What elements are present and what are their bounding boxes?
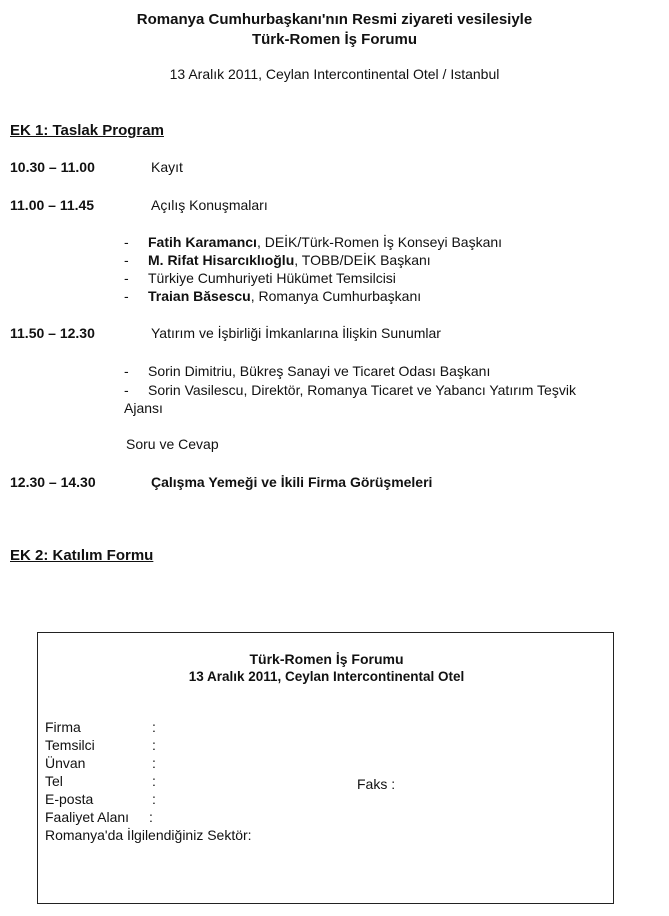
field-colon: : [152, 737, 156, 753]
speaker-role: , DEİK/Türk-Romen İş Konseyi Başkanı [256, 234, 503, 250]
ek2-title: EK 2: Katılım Formu [10, 547, 154, 564]
slot-time: 10.30 – 11.00 [10, 159, 95, 175]
field-label-temsilci: Temsilci [45, 737, 95, 753]
speaker-name: Fatih Karamancı [148, 234, 257, 250]
speaker-item: - M. Rifat Hisarcıklıoğlu, TOBB/DEİK Başkanı [124, 252, 431, 268]
qa-label: Soru ve Cevap [126, 436, 219, 452]
form-title: Türk-Romen İş Forumu [249, 651, 404, 667]
slot-time: 11.50 – 12.30 [10, 325, 95, 341]
speaker-item: - Fatih Karamancı, DEİK/Türk-Romen İş Konseyi Başkanı [124, 234, 503, 250]
field-label-faaliyet: Faaliyet Alanı [45, 809, 130, 825]
presenter-continuation: Ajansı [124, 400, 163, 416]
presenter-text: Sorin Dimitriu, Bükreş Sanayi ve Ticaret Odası Başkanı [148, 363, 491, 379]
field-colon: : [152, 719, 156, 735]
header-date-venue: 13 Aralık 2011, Ceylan Intercontinental Otel / Istanbul [169, 66, 500, 82]
field-label-tel: Tel [45, 773, 63, 789]
speaker-role: , TOBB/DEİK Başkanı [294, 252, 431, 268]
speaker-role: Türkiye Cumhuriyeti Hükümet Temsilcisi [148, 270, 396, 286]
presenter-text: Sorin Vasilescu, Direktör, Romanya Ticaret ve Yabancı Yatırım Teşvik [148, 382, 576, 398]
form-subtitle: 13 Aralık 2011, Ceylan Intercontinental Otel [188, 669, 465, 684]
header-line-1: Romanya Cumhurbaşkanı'nın Resmi ziyareti vesilesiyle [136, 11, 533, 28]
field-colon: : [149, 809, 153, 825]
slot-time: 11.00 – 11.45 [10, 197, 95, 213]
speaker-name: Traian Băsescu [148, 288, 251, 304]
presenter-item: - Sorin Dimitriu, Bükreş Sanayi ve Ticaret Odası Başkanı [124, 363, 491, 379]
field-colon: : [152, 791, 156, 807]
field-label-faks: Faks : [357, 776, 396, 792]
slot-title: Çalışma Yemeği ve İkili Firma Görüşmeleri [151, 474, 433, 490]
field-colon: : [152, 755, 156, 771]
registration-form [37, 632, 614, 904]
slot-title: Yatırım ve İşbirliği İmkanlarına İlişkin Sunumlar [151, 325, 441, 341]
field-label-unvan: Ünvan [45, 755, 86, 771]
header-line-2: Türk-Romen İş Forumu [251, 31, 417, 48]
field-colon: : [152, 773, 156, 789]
speaker-name: M. Rifat Hisarcıklıoğlu [148, 252, 295, 268]
field-label-sektor: Romanya'da İlgilendiğiniz Sektör: [45, 827, 252, 843]
slot-title: Kayıt [151, 159, 183, 175]
slot-time: 12.30 – 14.30 [10, 474, 96, 490]
speaker-item: - Türkiye Cumhuriyeti Hükümet Temsilcisi [124, 270, 396, 286]
field-label-firma: Firma [45, 719, 81, 735]
speaker-role: , Romanya Cumhurbaşkanı [250, 288, 422, 304]
field-label-eposta: E-posta [45, 791, 94, 807]
speaker-item: - Traian Băsescu, Romanya Cumhurbaşkanı [124, 288, 422, 304]
presenter-item: - Sorin Vasilescu, Direktör, Romanya Ticaret ve Yabancı Yatırım Teşvik [124, 382, 576, 398]
slot-title: Açılış Konuşmaları [151, 197, 268, 213]
ek1-title: EK 1: Taslak Program [10, 122, 164, 139]
